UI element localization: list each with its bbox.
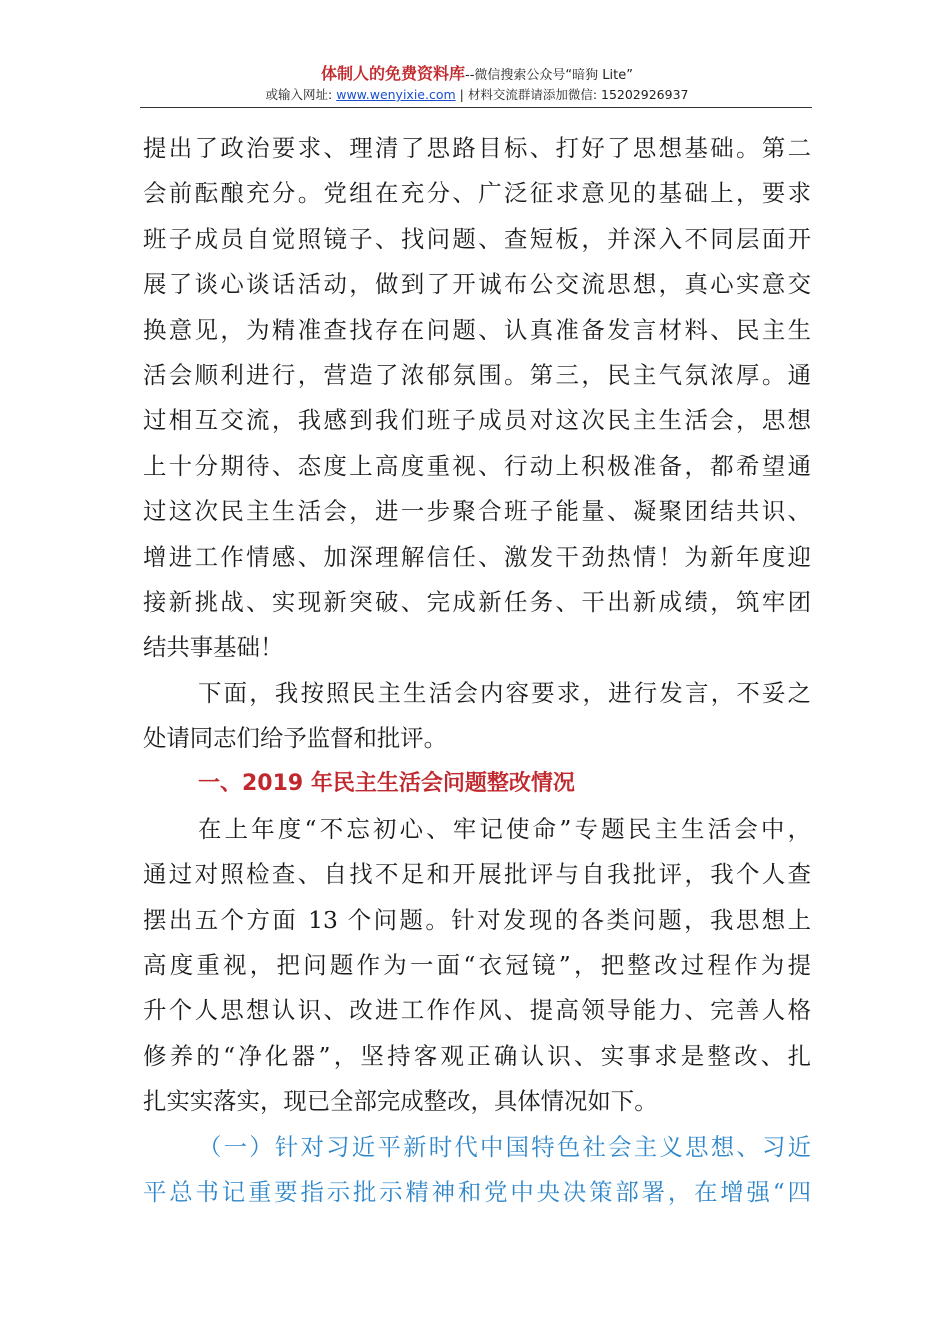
body-line: 提出了政治要求、理清了思路目标、打好了思想基础。第二	[143, 134, 811, 162]
body-line: 过这次民主生活会，进一步聚合班子能量、凝聚团结共识、	[143, 497, 811, 526]
body-line: 结共事基础！	[143, 633, 284, 662]
body-line: 增进工作情感、加深理解信任、激发干劲热情！为新年度迎	[143, 542, 811, 571]
body-line: 换意见，为精准查找存在问题、认真准备发言材料、民主生	[143, 315, 811, 344]
header-contact: | 材料交流群请添加微信: 15202926937	[455, 87, 689, 102]
header-divider	[140, 107, 812, 108]
header-line-2	[143, 86, 811, 104]
section-heading: 一、2019 年民主生活会问题整改情况	[198, 771, 575, 797]
header-url-link[interactable]: www.wenyixie.com	[336, 87, 456, 102]
header-url-prefix: 或输入网址:	[265, 87, 333, 102]
body-line: 会前酝酿充分。党组在充分、广泛征求意见的基础上，要求	[143, 179, 811, 208]
body-line: 下面，我按照民主生活会内容要求，进行发言，不妥之	[198, 678, 811, 707]
body-line: 班子成员自觉照镜子、找问题、查短板，并深入不同层面开	[143, 224, 811, 253]
document-body	[143, 126, 811, 1215]
body-line: 活会顺利进行，营造了浓郁氛围。第三，民主气氛浓厚。通	[143, 360, 811, 389]
subsection-heading: （一）针对习近平新时代中国特色社会主义思想、习近	[198, 1132, 811, 1161]
body-line: 处请同志们给予监督和批评。	[143, 724, 448, 753]
body-line: 过相互交流，我感到我们班子成员对这次民主生活会，思想	[143, 406, 811, 435]
body-line: 通过对照检查、自找不足和开展批评与自我批评，我个人查	[143, 860, 811, 889]
body-line: 上十分期待、态度上高度重视、行动上积极准备，都希望通	[143, 451, 811, 480]
header-site-name: 体制人的免费资料库	[321, 64, 466, 83]
subsection-heading: 平总书记重要指示批示精神和党中央决策部署，在增强“四	[143, 1177, 811, 1206]
body-line: 摆出五个方面 13 个问题。针对发现的各类问题，我思想上	[143, 905, 811, 934]
body-line: 展了谈心谈话活动，做到了开诚布公交流思想，真心实意交	[143, 270, 811, 299]
header-line-1	[143, 64, 811, 86]
body-line: 接新挑战、实现新突破、完成新任务、干出新成绩，筑牢团	[143, 587, 811, 616]
body-line: 在上年度“不忘初心、牢记使命”专题民主生活会中，	[198, 814, 811, 843]
body-line: 修养的“净化器”，坚持客观正确认识、实事求是整改、扎	[143, 1041, 811, 1070]
header-site-tail: --微信搜索公众号“暗狗 Lite”	[465, 68, 633, 83]
body-line: 扎实实落实，现已全部完成整改，具体情况如下。	[143, 1087, 658, 1116]
page-header	[143, 64, 811, 104]
body-line: 升个人思想认识、改进工作作风、提高领导能力、完善人格	[143, 996, 811, 1025]
body-line: 高度重视，把问题作为一面“衣冠镜”，把整改过程作为提	[143, 951, 811, 980]
